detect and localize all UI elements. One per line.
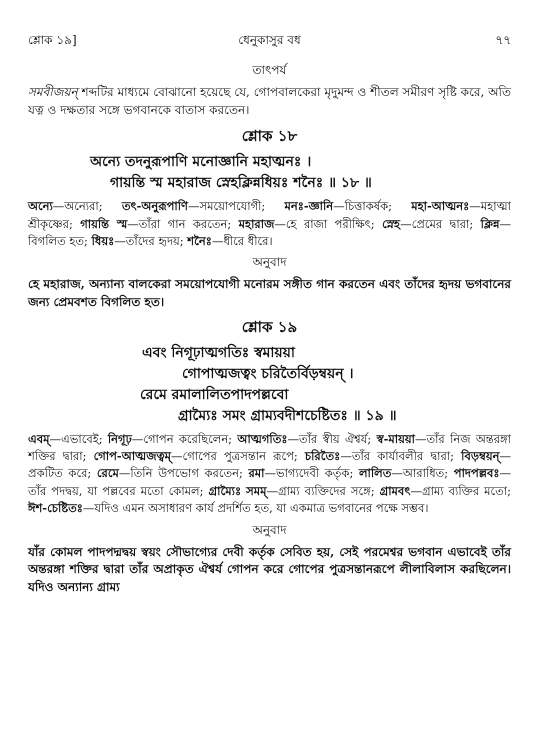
verse-19-title: শ্লোক ১৯	[241, 317, 298, 336]
synonym-word: স্নেহ	[382, 216, 401, 231]
synonym-word: ধিয়ঃ	[91, 234, 115, 248]
synonym-meaning: —অন্যেরা;	[52, 199, 122, 214]
synonym-word: চরিতৈঃ	[304, 449, 341, 463]
synonym-meaning: —আরাধিত;	[391, 466, 454, 481]
verse-19-line-3: রেমে রমালালিতপাদপল্লবো	[140, 386, 289, 403]
synonym-meaning: —গোপের পুত্রসন্তান রূপে;	[171, 449, 305, 463]
header-verse-ref: শ্লোক ১৯]	[28, 33, 77, 47]
synonym-meaning: —যদিও এমন অসাধারণ কার্য প্রদর্শিত হত, যা একমাত্র ভগবানের পক্ষে সম্ভব।	[82, 501, 429, 516]
synonym-word: রমা	[248, 466, 265, 481]
synonym-meaning: —হে রাজা পরীক্ষিৎ;	[274, 216, 383, 231]
page-number: ৭৭	[495, 33, 511, 47]
verse-18-synonyms	[28, 198, 511, 250]
synonym-word: এবম্	[28, 431, 50, 446]
synonym-meaning: —চিত্তাকর্ষক;	[333, 199, 412, 214]
header-chapter-title: ধেনুকাসুর বধ	[238, 33, 301, 47]
synonym-meaning: —প্রকটিত করে;	[28, 449, 511, 481]
synonym-word: বিড়ম্বয়ন্	[461, 449, 500, 463]
synonym-word: আত্মগতিঃ	[237, 431, 288, 446]
verse-19-line-1: এবং নিগূঢ়াত্মগতিঃ স্বমায়য়া	[142, 344, 295, 361]
synonym-word: অন্যে	[28, 199, 53, 214]
verse-18-line-1: অন্যে তদনুরূপাণি মনোজ্ঞানি মহাত্মনঃ ।	[90, 154, 312, 171]
synonym-word: গ্রামবৎ	[379, 483, 411, 498]
synonym-word: সমম্	[246, 483, 267, 498]
purport-paragraph	[28, 84, 511, 119]
verse-19-synonyms	[28, 431, 511, 518]
synonym-word: গোপ-আত্মজত্বম্	[93, 449, 172, 463]
synonym-meaning: —ভাগ্যদেবী কর্তৃক;	[264, 466, 359, 481]
synonym-meaning: —তাঁর স্বীয় ঐশ্বর্য;	[287, 431, 377, 446]
synonym-word: শনৈঃ	[187, 234, 212, 248]
synonym-word: ঈশ-চেষ্টিতঃ	[28, 501, 83, 516]
synonym-word: মনঃ-জ্ঞানি	[284, 199, 334, 214]
synonym-meaning: —তাঁরা গান করতেন;	[127, 216, 239, 231]
purport-text: শব্দটির মাধ্যমে বোঝানো হয়েছে যে, গোপবালকেরা মৃদুমন্দ ও শীতল সমীরণ সৃষ্টি করে, অতি যত্ন ও দক্ষতার সঙ্গে ভগবানকে বাতাস করতেন।	[28, 85, 511, 117]
synonym-meaning: —ধীরে ধীরে।	[211, 234, 273, 248]
synonym-word: লালিত	[358, 466, 392, 481]
synonym-meaning: —এভাবেই;	[49, 431, 108, 446]
verse-18-text	[28, 152, 511, 194]
synonym-word: পাদপল্লবঃ	[453, 466, 500, 481]
synonym-meaning: —প্রেমের দ্বারা;	[400, 216, 481, 231]
synonym-meaning: —গ্রাম্য ব্যক্তিদের সঙ্গে;	[266, 483, 380, 498]
synonym-word: গায়ন্তি স্ম	[80, 216, 128, 231]
purport-heading: তাৎপর্য	[252, 63, 287, 77]
running-header	[28, 32, 511, 54]
synonym-word: তৎ-অনুরূপাণি	[121, 199, 188, 214]
verse-19-translation: যাঁর কোমল পাদপদ্মদ্বয় স্বয়ং সৌভাগ্যের দেবী কর্তৃক সেবিত হয়, সেই পরমেশ্বর ভগবান এভাবেই তাঁর অন্তরঙ্গা শক্তির দ্বারা তাঁর অপ্রাকৃত ঐশ্বর্য গোপন করে গোপের পুত্রসন্তানরূপে লীলাবিলাস করছিলেন। যদিও অন্যান্য গ্রাম্য	[28, 544, 511, 594]
synonym-meaning: —গ্রাম্য ব্যক্তির মতো;	[410, 483, 511, 498]
synonym-word: গ্রাম্যৈঃ	[208, 483, 242, 498]
page-content	[28, 62, 511, 600]
synonym-meaning: —সময়োপযোগী;	[187, 199, 285, 214]
verse-18-line-2: গায়ন্তি স্ম মহারাজ স্নেহক্লিন্নধিয়ঃ শনৈঃ ॥ ১৮ ॥	[110, 175, 372, 192]
verse-18-translation: হে মহারাজ, অন্যান্য বালকেরা সময়োপযোগী মনোরম সঙ্গীত গান করতেন এবং তাঁদের হৃদয় ভগবানের জন্য প্রেমবশত বিগলিত হত।	[28, 277, 511, 309]
synonym-meaning: —তাঁর কার্যাবলীর দ্বারা;	[340, 449, 462, 463]
synonym-word: রেমে	[96, 466, 119, 481]
synonym-meaning: —গোপন করেছিলেন;	[131, 431, 238, 446]
synonym-meaning: —তিনি উপভোগ করতেন;	[118, 466, 249, 481]
verse-19-line-4: গ্রাম্যৈঃ সমং গ্রাম্যবদীশচেষ্টিতঃ ॥ ১৯ ॥	[178, 407, 397, 424]
synonym-meaning: —তাঁদের হৃদয়;	[114, 234, 188, 248]
synonym-meaning: —বিগলিত হত;	[28, 216, 512, 248]
synonym-meaning: —মহাত্মা শ্রীকৃষ্ণের;	[28, 199, 511, 231]
synonym-word: মহারাজ	[238, 216, 275, 231]
verse-19-translation-heading: অনুবাদ	[252, 522, 287, 537]
purport-keyword: সমবীজয়ন্	[28, 85, 78, 99]
synonym-word: নিগূঢ়	[107, 431, 132, 446]
synonym-word: ক্লিন্ন	[480, 216, 500, 231]
synonym-word: স্ব-মায়য়া	[376, 431, 415, 446]
verse-19-text	[28, 343, 511, 427]
verse-18-title: শ্লোক ১৮	[241, 127, 298, 146]
verse-18-translation-heading: অনুবাদ	[252, 255, 287, 270]
synonym-meaning: —তাঁর পদদ্বয়, যা পল্লবের মতো কোমল;	[28, 466, 511, 498]
synonym-word: মহা-আত্মনঃ	[411, 199, 470, 214]
verse-19-line-2: গোপাত্মজত্বং চরিতৈর্বিড়ম্বয়ন্ ।	[182, 365, 354, 382]
synonym-meaning: —তাঁর নিজ অন্তরঙ্গা শক্তির দ্বারা;	[28, 431, 511, 463]
